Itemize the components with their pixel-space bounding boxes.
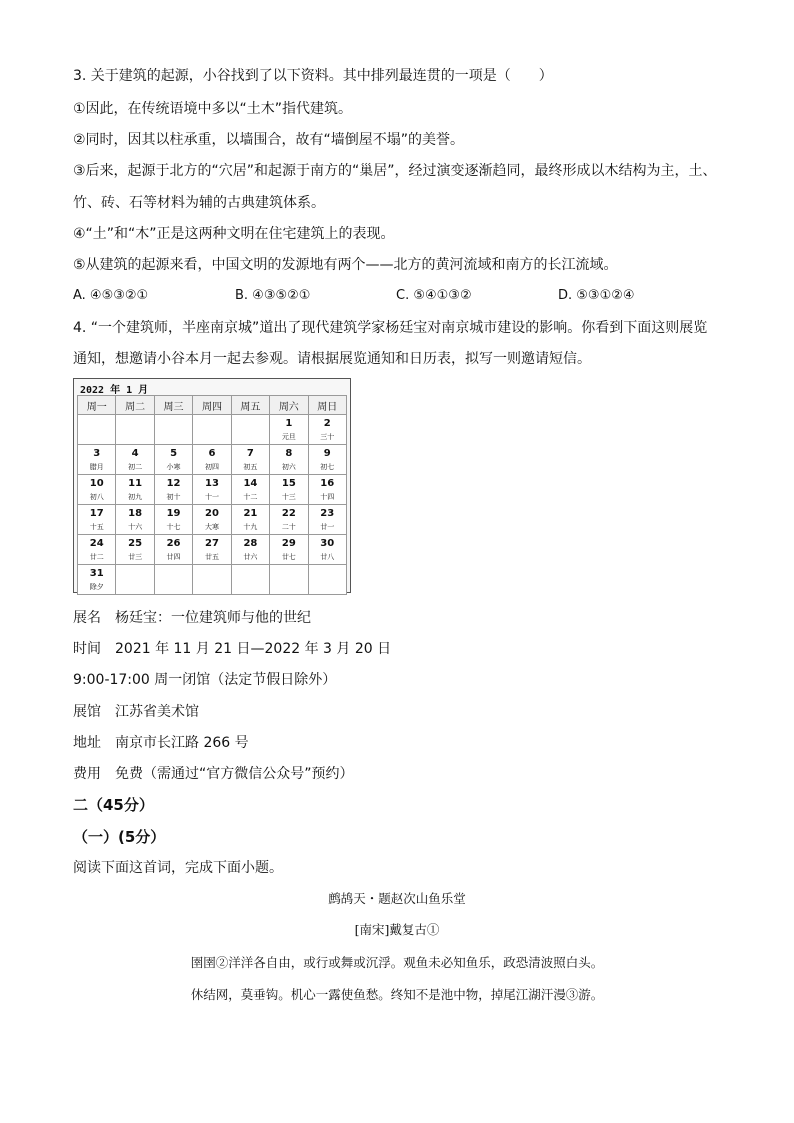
calendar-day-number: 1: [285, 418, 293, 429]
calendar-day-cell: [154, 475, 192, 505]
weekday-header: 周五: [231, 396, 269, 415]
calendar-day-cell: [270, 565, 308, 595]
weekday-header: 周日: [308, 396, 346, 415]
exhibit-address: 地址 南京市长江路 266 号: [73, 735, 249, 751]
poem-author: [南宋]戴复古①: [354, 922, 440, 937]
calendar-day-number: 3: [93, 448, 101, 459]
calendar-week-row: [78, 445, 347, 475]
calendar-lunar-date: 廿七: [281, 553, 296, 561]
calendar-lunar-date: 廿四: [166, 553, 181, 561]
calendar-lunar-date: 三十: [320, 433, 335, 441]
calendar-lunar-date: 初二: [128, 463, 143, 471]
q3-sentence-2: ②同时，因其以柱承重，以墙围合，故有“墙倒屋不塌”的美誉。: [73, 132, 465, 148]
calendar-grid: [77, 395, 347, 595]
calendar-day-number: 25: [128, 538, 143, 549]
calendar-day-cell: [308, 475, 346, 505]
calendar-day-number: 12: [166, 478, 181, 489]
calendar-day-cell: [116, 445, 154, 475]
calendar-day-cell: [154, 505, 192, 535]
calendar-day-cell: [270, 445, 308, 475]
calendar-week-row: [78, 505, 347, 535]
calendar-lunar-date: 十三: [281, 493, 296, 501]
calendar-day-cell: [154, 445, 192, 475]
calendar-day-cell: [78, 535, 116, 565]
q3-stem: 3. 关于建筑的起源，小谷找到了以下资料。其中排列最连贯的一项是（ ）: [73, 68, 553, 84]
calendar-day-cell: [231, 535, 269, 565]
poem-line-2: 休结网，莫垂钩。机心一露使鱼愁。终知不是池中物，掉尾江湖汗漫③游。: [190, 987, 604, 1002]
option-c[interactable]: C. ⑤④①③②: [396, 288, 472, 303]
calendar-day-number: 26: [166, 538, 181, 549]
calendar-day-cell: [78, 505, 116, 535]
poem-title: 鹧鸪天・题赵次山鱼乐堂: [328, 891, 466, 906]
option-b[interactable]: B. ④③⑤②①: [235, 288, 311, 303]
q3-sentence-3a: ③后来，起源于北方的“穴居”和起源于南方的“巢居”，经过演变逐渐趋同，最终形成以木结构为主，土、: [73, 163, 717, 179]
calendar-lunar-date: 除夕: [89, 583, 104, 591]
calendar-lunar-date: 初四: [204, 463, 219, 471]
calendar-day-cell: [78, 445, 116, 475]
q4-stem-line2: 通知，想邀请小谷本月一起去参观。请根据展览通知和日历表，拟写一则邀请短信。: [73, 351, 591, 367]
calendar-lunar-date: 初七: [320, 463, 335, 471]
calendar-day-cell: [193, 505, 231, 535]
calendar-day-number: 7: [246, 448, 254, 459]
calendar-day-number: 28: [243, 538, 258, 549]
calendar-lunar-date: 大寒: [204, 523, 219, 531]
calendar-day-number: 5: [170, 448, 178, 459]
calendar-day-number: 14: [243, 478, 258, 489]
calendar-day-cell: [231, 415, 269, 445]
calendar-day-number: 8: [285, 448, 293, 459]
calendar-day-cell: [308, 565, 346, 595]
calendar-day-cell: [231, 445, 269, 475]
calendar-lunar-date: 十九: [243, 523, 258, 531]
calendar-day-number: 27: [205, 538, 219, 549]
q4-stem-line1: 4. “一个建筑师，半座南京城”道出了现代建筑学家杨廷宝对南京城市建设的影响。你看到下面这则展览: [73, 320, 708, 336]
calendar-lunar-date: 廿三: [128, 553, 143, 561]
calendar-lunar-date: 腊月: [89, 463, 104, 471]
section-2-instruction: 阅读下面这首词，完成下面小题。: [73, 860, 283, 876]
calendar-day-number: 6: [208, 448, 216, 459]
calendar-day-number: 21: [243, 508, 258, 519]
calendar-lunar-date: 廿六: [243, 553, 258, 561]
calendar-day-cell: [270, 505, 308, 535]
calendar-day-number: 2: [323, 418, 331, 429]
calendar-day-cell: [193, 415, 231, 445]
calendar-day-number: 31: [89, 568, 104, 579]
calendar-day-cell: [154, 565, 192, 595]
calendar-day-number: 15: [281, 478, 296, 489]
calendar-title: 2022 年 1 月: [80, 385, 149, 396]
calendar-day-number: 19: [166, 508, 181, 519]
calendar-lunar-date: 元旦: [281, 433, 296, 441]
calendar-day-cell: [193, 475, 231, 505]
calendar-day-cell: [193, 445, 231, 475]
calendar-day-cell: [270, 475, 308, 505]
calendar-week-row: [78, 475, 347, 505]
calendar-day-number: 29: [281, 538, 296, 549]
calendar-day-cell: [154, 415, 192, 445]
weekday-header: 周四: [193, 396, 231, 415]
calendar-lunar-date: 初八: [89, 493, 104, 501]
calendar-lunar-date: 十五: [89, 523, 104, 531]
calendar-day-cell: [193, 565, 231, 595]
exhibit-name: 展名 杨廷宝：一位建筑师与他的世纪: [73, 610, 311, 626]
calendar-day-cell: [231, 565, 269, 595]
calendar-day-cell: [116, 565, 154, 595]
calendar-lunar-date: 廿八: [320, 553, 335, 561]
calendar-day-cell: [193, 535, 231, 565]
calendar-lunar-date: 小寒: [166, 463, 181, 471]
calendar-day-number: 4: [131, 448, 139, 459]
calendar-lunar-date: 初九: [128, 493, 143, 501]
option-a[interactable]: A. ④⑤③②①: [73, 288, 149, 303]
calendar-week-row: [78, 535, 347, 565]
q3-sentence-3b: 竹、砖、石等材料为辅的古典建筑体系。: [73, 195, 325, 211]
calendar: [73, 378, 351, 593]
calendar-day-number: 30: [320, 538, 335, 549]
calendar-day-cell: [78, 565, 116, 595]
section-2-sub: （一）(5分）: [73, 828, 166, 846]
calendar-day-cell: [78, 475, 116, 505]
calendar-lunar-date: 初六: [281, 463, 296, 471]
calendar-day-cell: [308, 445, 346, 475]
calendar-day-cell: [270, 415, 308, 445]
calendar-lunar-date: 廿二: [89, 553, 104, 561]
calendar-day-number: 20: [205, 508, 219, 519]
q3-sentence-4: ④“土”和“木”正是这两种文明在住宅建筑上的表现。: [73, 226, 395, 242]
calendar-week-row: [78, 415, 347, 445]
option-d[interactable]: D. ⑤③①②④: [558, 288, 635, 303]
calendar-lunar-date: 十一: [204, 493, 219, 501]
calendar-lunar-date: 廿五: [204, 553, 219, 561]
calendar-day-number: 10: [89, 478, 104, 489]
weekday-header: 周三: [154, 396, 192, 415]
calendar-lunar-date: 十四: [320, 493, 335, 501]
calendar-week-row: [78, 565, 347, 595]
exhibit-time: 时间 2021 年 11 月 21 日—2022 年 3 月 20 日: [73, 641, 392, 657]
calendar-day-cell: [154, 535, 192, 565]
calendar-day-number: 11: [128, 478, 143, 489]
calendar-day-cell: [78, 415, 116, 445]
calendar-day-cell: [231, 505, 269, 535]
calendar-day-cell: [308, 505, 346, 535]
calendar-day-number: 13: [205, 478, 219, 489]
calendar-lunar-date: 十七: [166, 523, 181, 531]
calendar-day-cell: [308, 535, 346, 565]
section-2-title: 二（45分）: [73, 796, 154, 814]
calendar-day-number: 22: [281, 508, 296, 519]
calendar-lunar-date: 廿一: [320, 523, 335, 531]
poem-line-1: 圉圉②洋洋各自由，或行或舞或沉浮。观鱼未必知鱼乐，政恐清波照白头。: [190, 955, 604, 970]
calendar-day-cell: [116, 505, 154, 535]
calendar-day-cell: [231, 475, 269, 505]
calendar-day-cell: [308, 415, 346, 445]
calendar-day-number: 9: [323, 448, 331, 459]
q3-sentence-5: ⑤从建筑的起源来看，中国文明的发源地有两个——北方的黄河流域和南方的长江流域。: [73, 257, 618, 273]
calendar-lunar-date: 十二: [243, 493, 258, 501]
q3-sentence-1: ①因此，在传统语境中多以“土木”指代建筑。: [73, 101, 353, 117]
calendar-day-number: 23: [320, 508, 335, 519]
calendar-lunar-date: 二十: [281, 523, 296, 531]
calendar-lunar-date: 初十: [166, 493, 181, 501]
weekday-header: 周二: [116, 396, 154, 415]
exhibit-venue: 展馆 江苏省美术馆: [73, 704, 199, 720]
weekday-header: 周一: [78, 396, 116, 415]
calendar-day-cell: [116, 535, 154, 565]
calendar-day-number: 18: [128, 508, 143, 519]
calendar-day-cell: [116, 475, 154, 505]
calendar-day-cell: [270, 535, 308, 565]
calendar-day-number: 24: [89, 538, 104, 549]
calendar-lunar-date: 十六: [128, 523, 143, 531]
exhibit-hours: 9:00-17:00 周一闭馆（法定节假日除外）: [73, 672, 337, 688]
calendar-day-cell: [116, 415, 154, 445]
calendar-lunar-date: 初五: [243, 463, 258, 471]
calendar-day-number: 17: [89, 508, 104, 519]
exhibit-fee: 费用 免费（需通过“官方微信公众号”预约）: [73, 766, 354, 782]
calendar-day-number: 16: [320, 478, 335, 489]
weekday-header: 周六: [270, 396, 308, 415]
